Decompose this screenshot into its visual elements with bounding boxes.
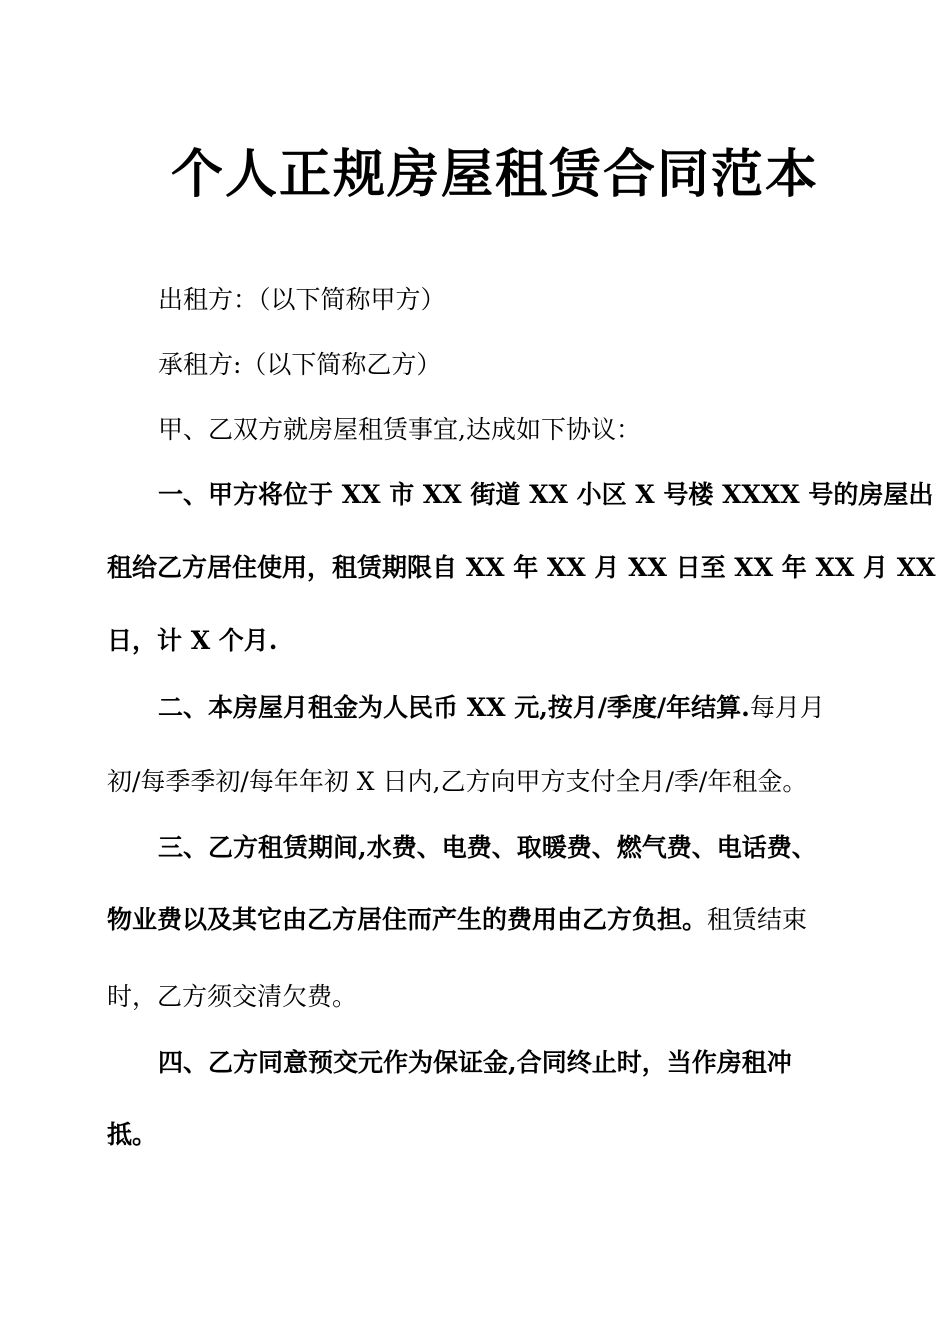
clause-2-line-1 <box>158 691 848 725</box>
clause-3-normal-text: 租赁结束 <box>707 905 808 934</box>
clause-1-line-3: 日，计 X 个月. <box>107 626 278 655</box>
lessor-line: 出租方：（以下简称甲方） <box>158 285 446 314</box>
clause-3-line-2 <box>107 903 847 937</box>
clause-2-line-2: 初/每季季初/每年年初 X 日内,乙方向甲方支付全月/季/年租金。 <box>107 767 808 796</box>
clause-4-line-2: 抵。 <box>107 1120 158 1149</box>
document-title: 个人正规房屋租赁合同范本 <box>170 145 819 205</box>
clause-3-bold-text: 物业费以及其它由乙方居住而产生的费用由乙方负担。 <box>107 905 708 934</box>
clause-2-bold-text: 二、本房屋月租金为人民币 XX 元,按月/季度/年结算. <box>158 693 750 722</box>
clause-1-line-1: 一、甲方将位于 XX 市 XX 街道 XX 小区 X 号楼 XXXX 号的房屋出 <box>158 480 934 509</box>
clause-3-line-1: 三、乙方租赁期间,水费、电费、取暖费、燃气费、电话费、 <box>158 833 817 862</box>
clause-1-line-2: 租给乙方居住使用，租赁期限自 XX 年 XX 月 XX 日至 XX 年 XX 月 XX <box>107 553 936 582</box>
clause-3-line-3: 时，乙方须交清欠费。 <box>107 982 358 1011</box>
agreement-intro: 甲、乙双方就房屋租赁事宜,达成如下协议： <box>158 415 641 444</box>
clause-4-line-1: 四、乙方同意预交元作为保证金,合同终止时，当作房租冲 <box>158 1048 792 1077</box>
clause-2-normal-text: 每月月 <box>749 693 825 722</box>
lessee-line: 承租方:（以下简称乙方） <box>158 350 442 379</box>
